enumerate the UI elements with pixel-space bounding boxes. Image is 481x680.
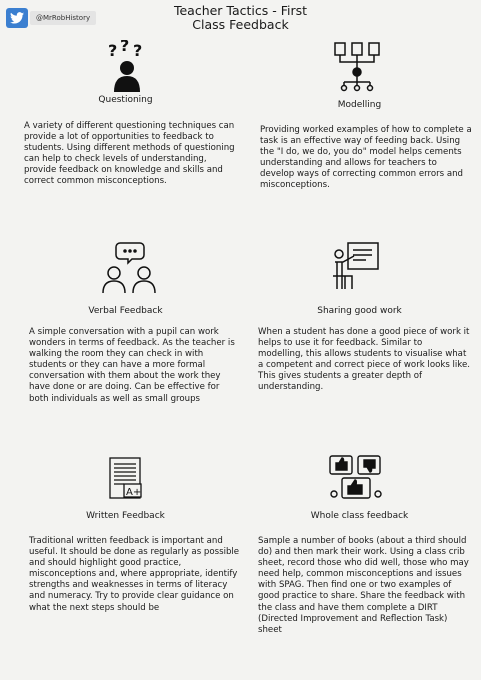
thumbs-feedback-icon (328, 450, 384, 508)
svg-text:?: ? (120, 40, 130, 55)
section-heading: Verbal Feedback (88, 306, 163, 316)
title-line-1: Teacher Tactics - First (173, 3, 308, 18)
svg-text:?: ? (133, 41, 143, 60)
section-body: A simple conversation with a pupil can work wonders in terms of feedback. As the teacher is walking the room they can check in with students or they can have a more formal conversation with them about the work they have done or are doing. Can be effective for both individuals as well as small groups (29, 327, 235, 404)
svg-text:?: ? (108, 41, 118, 60)
section-body: Providing worked examples of how to complete a task is an effective way of feeding back. Using the "I do, we do, you do" model helps cements understanding and allows for teachers to develop ways of correcting common errors and misconceptions. (260, 125, 472, 191)
section-heading: Sharing good work (317, 306, 402, 316)
section-body: When a student has done a good piece of work it helps to use it for feedback. Similar to modelling, this allows students to visualise what a competent and correct piece of work looks like. This gives students a greater depth of understanding. (258, 327, 470, 393)
section-heading: Modelling (337, 100, 382, 110)
section-heading: Whole class feedback (310, 511, 409, 521)
section-heading: Written Feedback (86, 511, 165, 521)
svg-text:A+: A+ (126, 487, 142, 498)
section-body: Traditional written feedback is important and useful. It should be done as regularly as possible and should highlight good practice, misconceptions and, where appropriate, identify strengths and weaknesses in terms of literacy and numeracy. Try to provide clear guidance on what the next steps should be (29, 536, 240, 613)
section-heading: Questioning (98, 95, 153, 105)
presentation-board-icon (330, 240, 382, 296)
section-body: Sample a number of books (about a third should do) and then mark their work. Using a class crib sheet, record those who did well, those who may need help, common misconceptions and issues with SPAG. Then find one or two examples of good practice to share. Share the feedback with the class and have them complete a DIRT (Directed Improvement and Reflection Task) sheet (258, 536, 469, 635)
twitter-handle: @MrRobHistory (30, 11, 96, 25)
process-diagram-icon (332, 40, 384, 96)
page-title (0, 4, 481, 32)
graded-paper-icon (106, 456, 146, 506)
section-body: A variety of different questioning techniques can provide a lot of opportunities to feedback to students. Using different methods of questioning can help to check levels of understanding, provide feedback on knowledge and skills and correct common misconceptions. (24, 121, 235, 187)
title-line-2: Class Feedback (192, 17, 289, 32)
question-person-icon (104, 40, 150, 96)
conversation-icon (100, 240, 158, 298)
